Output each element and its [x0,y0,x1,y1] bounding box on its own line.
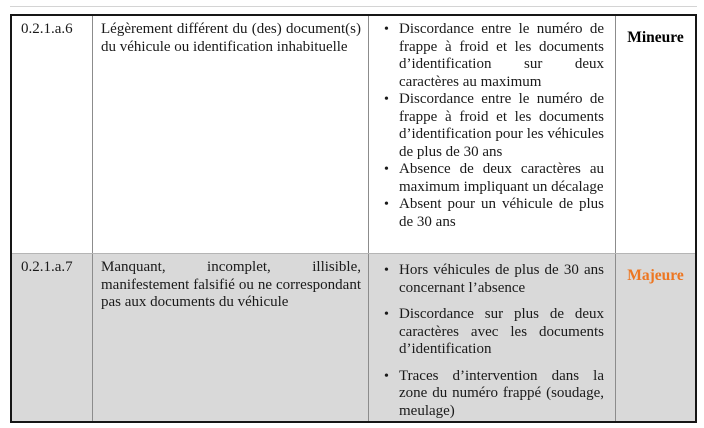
defect-code: 0.2.1.a.6 [21,21,73,37]
defect-description-cell [92,16,368,253]
defect-code-table [10,14,697,423]
severity-cell [615,254,695,421]
finding-text: Discordance sur plus de deux caractères avec les documents d’identification [399,306,604,357]
table-row [12,253,695,421]
finding-item [369,368,615,421]
findings-list [369,16,615,231]
defect-description-cell [92,254,368,421]
findings-cell [368,254,615,421]
finding-text: Discordance entre le numéro de frappe à froid et les documents d’identification pour les véhicules de plus de 30 ans [399,91,604,160]
finding-text: Discordance entre le numéro de frappe à froid et les documents d’identification sur deux caractères au maximum [399,21,604,90]
finding-text: Hors véhicules de plus de 30 ans concernant l’absence [399,262,604,296]
finding-item [369,262,615,297]
finding-item [369,306,615,359]
severity-cell [615,16,695,253]
findings-list [369,254,615,420]
finding-item [369,21,615,91]
findings-cell [368,16,615,253]
defect-code-cell [12,16,92,253]
table-row [12,16,695,253]
defect-description: Légèrement différent du (des) document(s) du véhicule ou identification inhabituelle [101,21,361,55]
defect-code-cell [12,254,92,421]
finding-text: Traces d’intervention dans la zone du numéro frappé (soudage, meulage) [399,367,604,419]
finding-text: Absence de deux caractères au maximum impliquant un décalage [399,161,604,195]
defect-code: 0.2.1.a.7 [21,259,73,275]
severity-label: Mineure [627,29,684,46]
finding-item [369,196,615,231]
severity-label: Majeure [627,267,684,284]
finding-item [369,91,615,161]
page-top-hairline [10,6,697,7]
finding-item [369,161,615,196]
finding-text: Absent pour un véhicule de plus de 30 ans [399,196,604,230]
defect-description: Manquant, incomplet, illisible, manifestement falsifié ou ne correspondant pas aux documents du véhicule [101,259,361,310]
